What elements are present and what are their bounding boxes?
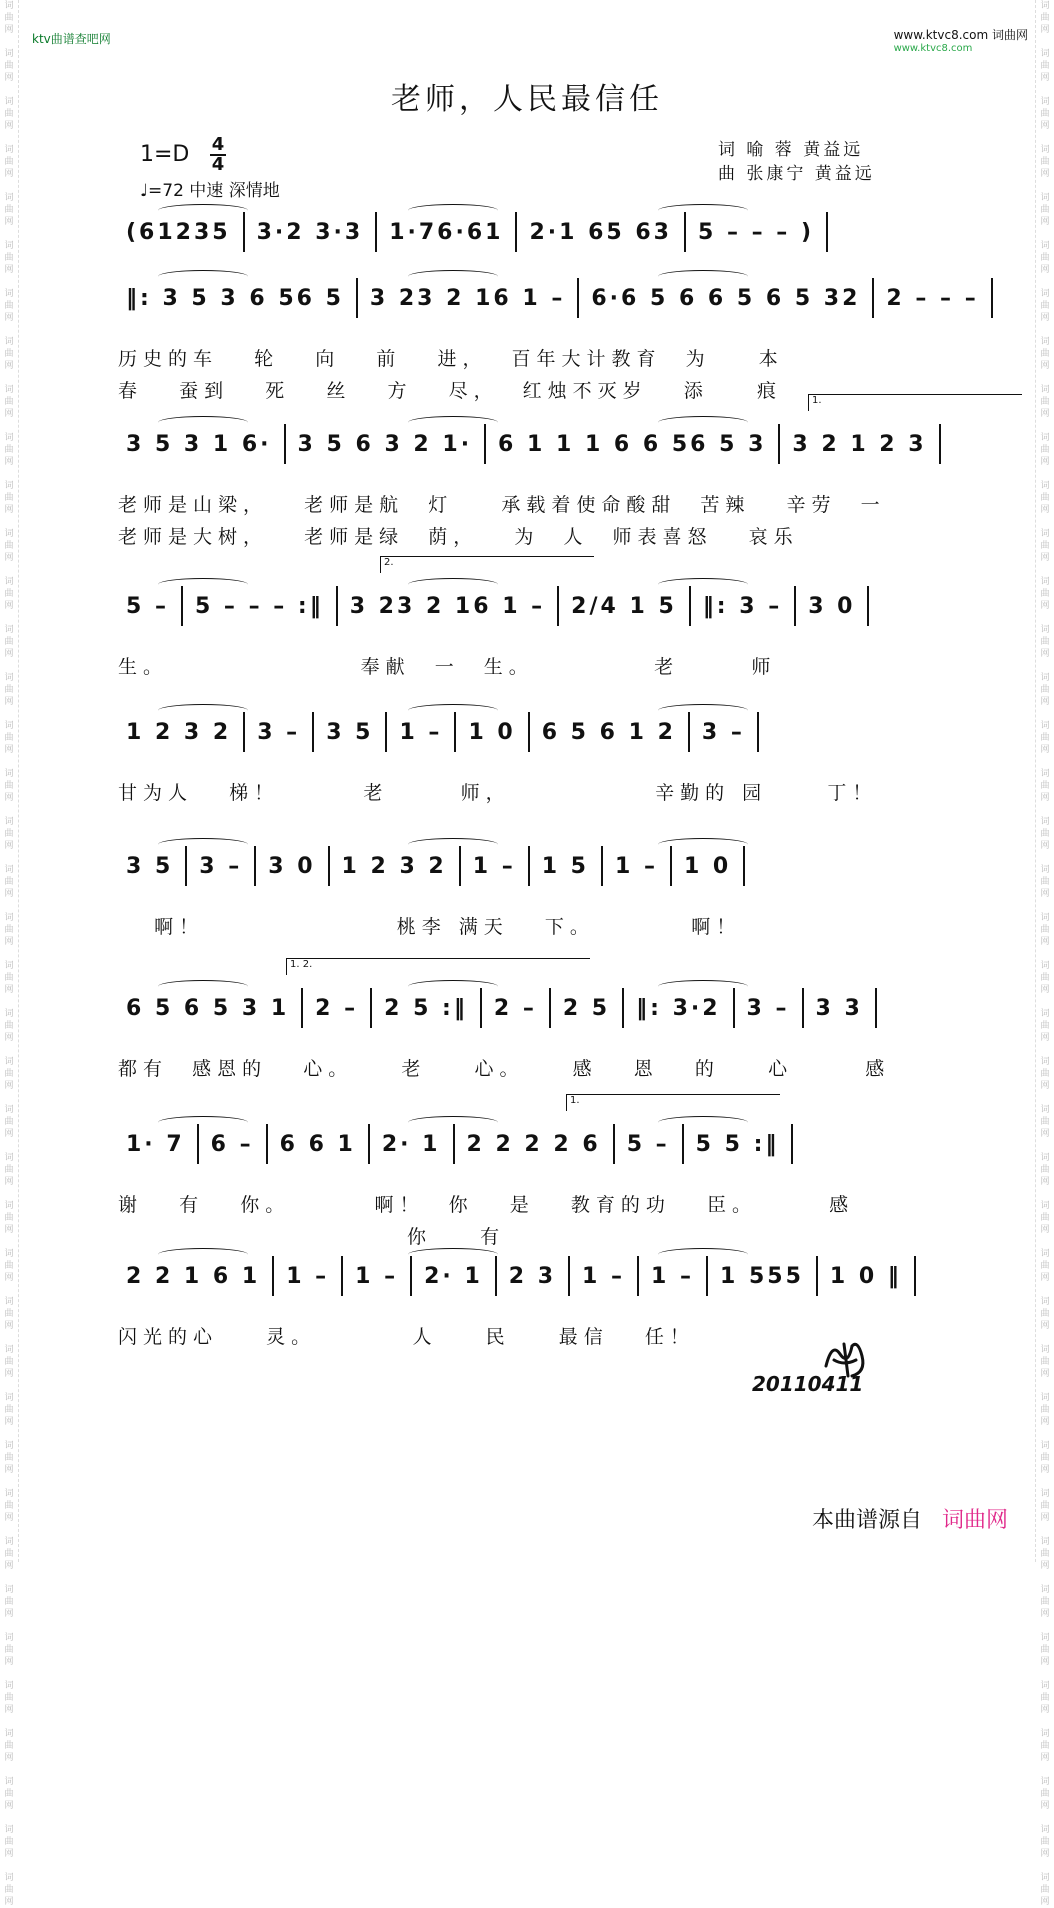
measure: 3 5 6 3 2 1· [297, 431, 473, 457]
slur-mark [658, 704, 748, 717]
score-system [118, 278, 979, 338]
site-label-left[interactable]: ktv曲谱查吧网 [32, 32, 111, 46]
lyric-line: 甘为人 梯！ 老 师， 辛勤的 园 丁！ [118, 782, 878, 804]
site-label-right[interactable] [894, 26, 1028, 54]
lyric-line: 春 蚕到 死 丝 方 尽， 红烛不灭岁 添 痕 [118, 380, 782, 402]
measure: 1 – [399, 719, 443, 745]
bar-line [312, 712, 314, 752]
footer-source-text: 本曲谱源自 [811, 1508, 922, 1533]
bar-line [495, 1256, 497, 1296]
bar-line [733, 988, 735, 1028]
bar-line [816, 1256, 818, 1296]
measure: (61235 [126, 219, 231, 245]
bar-line [385, 712, 387, 752]
slur-mark [158, 204, 248, 217]
measure: 1 2 3 2 [341, 853, 447, 879]
key-signature: 1=D [140, 142, 190, 167]
bar-line [577, 278, 579, 318]
slur-mark [658, 1248, 748, 1261]
measure: 5 5 :‖ [695, 1131, 780, 1157]
measure: 3·2 3·3 [256, 219, 364, 245]
note-line [118, 1124, 918, 1164]
bar-line [272, 1256, 274, 1296]
bar-line [914, 1256, 916, 1296]
slur-mark [408, 416, 498, 429]
time-signature [208, 136, 228, 174]
bar-line [688, 712, 690, 752]
score-system [118, 395, 927, 484]
measure: 2· 1 [424, 1263, 483, 1289]
bar-line [613, 1124, 615, 1164]
slur-mark [158, 1248, 248, 1261]
bar-line [802, 988, 804, 1028]
score-system [118, 846, 918, 906]
score-system [118, 959, 918, 1048]
bar-line [826, 212, 828, 252]
score-system [118, 557, 918, 646]
bar-line [301, 988, 303, 1028]
measure: 6 5 6 5 3 1 [126, 995, 290, 1021]
measure: 3 – [746, 995, 790, 1021]
measure: 2 3 [508, 1263, 557, 1289]
note-line [118, 712, 918, 752]
slur-mark [408, 578, 498, 591]
measure: 2 – [315, 995, 359, 1021]
bar-line [778, 424, 780, 464]
lyric-line: 老师是大树， 老师是绿 荫， 为 人 师表喜怒 哀乐 [118, 526, 799, 548]
slur-mark [408, 204, 498, 217]
volta-bracket: 1. 2. [286, 958, 590, 975]
song-title: 老师，人民最信任 [391, 82, 663, 117]
meter-top: 4 [211, 134, 225, 155]
measure: 2·1 65 63 [529, 219, 672, 245]
tempo-marking: ♩=72 中速 深情地 [140, 181, 280, 201]
measure: 6 – [210, 1131, 254, 1157]
footer-source [812, 1503, 1008, 1534]
measure: 3 3 [815, 995, 863, 1021]
lyric-line: 你 有 [118, 1226, 506, 1248]
slur-mark [158, 704, 248, 717]
slur-mark [658, 204, 748, 217]
measure: 2 2 1 6 1 [126, 1263, 261, 1289]
lyric-line: 历史的车 轮 向 前 进， 百年大计教育 为 本 [118, 348, 784, 370]
bar-line [557, 586, 559, 626]
bar-line [867, 586, 869, 626]
bar-line [515, 212, 517, 252]
measure: 5 – [126, 593, 169, 619]
measure: 2 – [493, 995, 537, 1021]
composer: 曲 张康宁 黄益远 [718, 164, 875, 184]
measure: 1·76·61 [389, 219, 504, 245]
measure: 6 1 1 1 6 6 56 5 3 [498, 431, 767, 457]
bar-line [454, 712, 456, 752]
note-line [118, 1256, 918, 1296]
measure: 5 – – – ) [698, 219, 814, 245]
bar-line [637, 1256, 639, 1296]
note-line [118, 424, 927, 464]
lyric-line: 生。 奉献 一 生。 老 师 [118, 656, 777, 678]
left-border-watermark: 词 曲 网 词 曲 网 词 曲 网 词 曲 网 词 曲 网 词 曲 网 词 曲 网 词 曲 网 词 曲 网 词 曲 网 词 曲 网 词 曲 网 词 曲 网 词 曲 网 词 曲 网 词 曲 网 词 曲 网 词 曲 网 词 曲 网 词 曲 网 词 曲 网 词 曲 网 词 曲 网 词 曲 网 词 曲 网 词 曲 网 词 曲 网 词 曲 网 词 曲 网 词 曲 网 词 曲 网 词 曲 网 词 曲 网 词 曲 网 词 曲 网 词 曲 网 词 曲 网 词 曲 网 词 曲 网 词 曲 网 [0, 0, 19, 1562]
measure: 6·6 5 6 6 5 6 5 32 [591, 285, 861, 311]
note-line [118, 846, 918, 886]
bar-line [480, 988, 482, 1028]
measure: 1 555 [719, 1263, 804, 1289]
bar-line [243, 712, 245, 752]
bar-line [794, 586, 796, 626]
bar-line [266, 1124, 268, 1164]
lyric-line: 老师是山梁， 老师是航 灯 承载着使命酸甜 苦辣 辛劳 一 [118, 494, 886, 516]
note-line [118, 988, 918, 1028]
measure: ‖: 3 – [702, 593, 783, 619]
bar-line [254, 846, 256, 886]
bar-line [484, 424, 486, 464]
bar-line [181, 586, 183, 626]
bar-line [791, 1124, 793, 1164]
bar-line [684, 212, 686, 252]
bar-line [410, 1256, 412, 1296]
score-system [118, 1256, 918, 1316]
bar-line [549, 988, 551, 1028]
bar-line [682, 1124, 684, 1164]
score-system [118, 1095, 918, 1184]
bar-line [743, 846, 745, 886]
slur-mark [658, 578, 748, 591]
slur-mark [408, 980, 498, 993]
right-border-watermark: 词 曲 网 词 曲 网 词 曲 网 词 曲 网 词 曲 网 词 曲 网 词 曲 网 词 曲 网 词 曲 网 词 曲 网 词 曲 网 词 曲 网 词 曲 网 词 曲 网 词 曲 网 词 曲 网 词 曲 网 词 曲 网 词 曲 网 词 曲 网 词 曲 网 词 曲 网 词 曲 网 词 曲 网 词 曲 网 词 曲 网 词 曲 网 词 曲 网 词 曲 网 词 曲 网 词 曲 网 词 曲 网 词 曲 网 词 曲 网 词 曲 网 词 曲 网 词 曲 网 词 曲 网 词 曲 网 词 曲 网 [1035, 0, 1054, 1562]
slur-mark [408, 1248, 498, 1261]
slur-mark [158, 838, 248, 851]
note-line [118, 212, 918, 252]
measure: ‖: 3·2 [636, 995, 721, 1021]
measure: 3 5 3 1 6· [126, 431, 272, 457]
bar-line [284, 424, 286, 464]
measure: 2 2 2 2 6 [466, 1131, 601, 1157]
site-name: 词曲网 [991, 28, 1028, 42]
lyric-line: 啊！ 桃李 满天 下。 啊！ [118, 916, 742, 938]
meter-bottom: 4 [211, 154, 225, 175]
note-line [118, 278, 979, 318]
credits [718, 138, 875, 186]
slur-mark [408, 270, 498, 283]
slur-mark [158, 980, 248, 993]
bar-line [453, 1124, 455, 1164]
bar-line [872, 278, 874, 318]
bar-line [368, 1124, 370, 1164]
slur-mark [658, 838, 748, 851]
slur-mark [158, 270, 248, 283]
bar-line [670, 846, 672, 886]
bar-line [341, 1256, 343, 1296]
measure: 3 23 2 16 1 – [349, 593, 546, 619]
bar-line [243, 212, 245, 252]
measure: 1 – [615, 853, 658, 879]
measure: 3 – [257, 719, 301, 745]
signature-date: 20110411 [752, 1372, 864, 1396]
volta-bracket: 1. [566, 1094, 780, 1111]
lyric-line: 都有 感恩的 心。 老 心。 感 恩 的 心 感 [118, 1058, 891, 1080]
bar-line [991, 278, 993, 318]
slur-mark [658, 416, 748, 429]
bar-line [328, 846, 330, 886]
measure: 2 – – – [886, 285, 979, 311]
slur-mark [408, 1116, 498, 1129]
bar-line [197, 1124, 199, 1164]
measure: 1 2 3 2 [126, 719, 232, 745]
bar-line [459, 846, 461, 886]
measure: 6 5 6 1 2 [541, 719, 676, 745]
measure: 3 23 2 16 1 – [369, 285, 566, 311]
slur-mark [658, 270, 748, 283]
bar-line [336, 586, 338, 626]
slur-mark [658, 1116, 748, 1129]
measure: 1 0 ‖ [829, 1263, 902, 1289]
measure: 3 0 [808, 593, 856, 619]
slur-mark [658, 980, 748, 993]
measure: 5 – – – :‖ [194, 593, 324, 619]
measure: 5 – [626, 1131, 670, 1157]
measure: 1· 7 [126, 1131, 185, 1157]
measure: 3 – [701, 719, 745, 745]
lyricist: 词 喻 蓉 黄益远 [718, 140, 864, 160]
site-url-sub: www.ktvc8.com [893, 43, 973, 54]
slur-mark [408, 704, 498, 717]
measure: 1 – [355, 1263, 399, 1289]
bar-line [185, 846, 187, 886]
bar-line [757, 712, 759, 752]
measure: 1 – [651, 1263, 694, 1289]
slur-mark [158, 578, 248, 591]
measure: 1 0 [468, 719, 516, 745]
measure: 1 0 [683, 853, 732, 879]
measure: 1 – [472, 853, 516, 879]
volta-bracket: 1. [808, 394, 1022, 411]
bar-line [356, 278, 358, 318]
slur-mark [158, 1116, 248, 1129]
bar-line [375, 212, 377, 252]
volta-bracket: 2. [380, 556, 594, 573]
score-system [118, 712, 918, 772]
measure: 3 0 [268, 853, 316, 879]
bar-line [528, 712, 530, 752]
measure: 1 – [286, 1263, 330, 1289]
measure: 6 6 1 [279, 1131, 356, 1157]
measure: 3 2 1 2 3 [792, 431, 927, 457]
bar-line [601, 846, 603, 886]
bar-line [875, 988, 877, 1028]
signature [752, 1336, 882, 1396]
bar-line [939, 424, 941, 464]
slur-mark [158, 416, 248, 429]
measure: 3 5 [126, 853, 174, 879]
measure: ‖: 3 5 3 6 56 5 [126, 285, 344, 311]
bar-line [528, 846, 530, 886]
footer-brand-link[interactable]: 词曲网 [941, 1508, 1008, 1533]
measure: 2· 1 [381, 1131, 441, 1157]
bar-line [568, 1256, 570, 1296]
bar-line [689, 586, 691, 626]
score-system [118, 212, 918, 272]
lyric-line: 谢 有 你。 啊！ 你 是 教育的功 臣。 感 [118, 1194, 855, 1216]
bar-line [370, 988, 372, 1028]
measure: 1 – [582, 1263, 626, 1289]
site-url: www.ktvc8.com [893, 28, 989, 42]
slur-mark [408, 838, 498, 851]
bar-line [622, 988, 624, 1028]
measure: 2 5 :‖ [384, 995, 468, 1021]
bar-line [706, 1256, 708, 1296]
measure: 3 5 [326, 719, 374, 745]
lyric-line: 闪光的心 灵。 人 民 最信 任！ [118, 1326, 695, 1348]
measure: 2/4 1 5 [571, 593, 677, 619]
note-line [118, 586, 918, 626]
measure: 3 – [199, 853, 243, 879]
measure: 1 5 [541, 853, 589, 879]
measure: 2 5 [562, 995, 611, 1021]
